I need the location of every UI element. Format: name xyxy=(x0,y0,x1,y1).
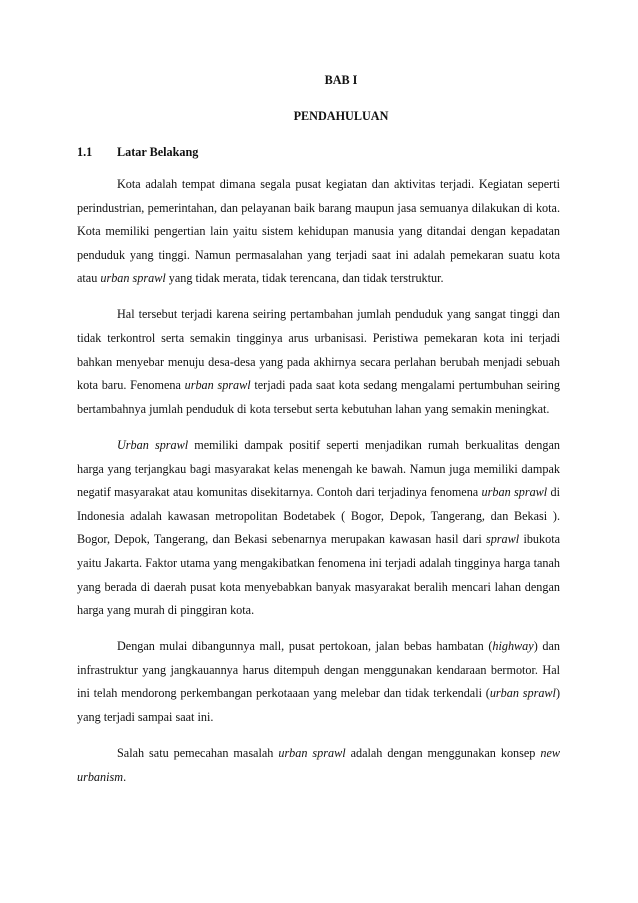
paragraph-4: Dengan mulai dibangunnya mall, pusat pertokoan, jalan bebas hambatan (highway) dan infrastruktur yang jangkauannya harus ditempuh dengan menggunakan kendaraan bermotor. Hal ini telah mendorong perkembangan perkotaaan yang melebar dan tidak terkendali (urban sprawl) yang terjadi sampai saat ini. xyxy=(77,639,560,724)
section-number: 1.1 xyxy=(77,145,93,159)
paragraph-1: Kota adalah tempat dimana segala pusat kegiatan dan aktivitas terjadi. Kegiatan seperti perindustrian, pemerintahan, dan pelayanan baik barang maupun jasa semuanya dilakukan di kota. Kota memiliki pengertian lain yaitu sistem kehidupan manusia yang ditandai dengan kepadatan penduduk yang tinggi. Namun permasalahan yang terjadi saat ini adalah pemekaran suatu kota atau urban sprawl yang tidak merata, tidak terencana, dan tidak terstruktur. xyxy=(77,177,560,286)
chapter-heading: BAB I xyxy=(324,73,358,87)
chapter-title: PENDAHULUAN xyxy=(293,109,389,123)
paragraph-5: Salah satu pemecahan masalah urban sprawl adalah dengan menggunakan konsep new urbanism. xyxy=(77,746,561,784)
section-heading xyxy=(77,145,198,160)
paragraph-3: Urban sprawl memiliki dampak positif seperti menjadikan rumah berkualitas dengan harga yang terjangkau bagi masyarakat kelas menengah ke bawah. Namun juga memiliki dampak negatif masyarakat atau komunitas disekitarnya. Contoh dari terjadinya fenomena urban sprawl di Indonesia adalah kawasan metropolitan Bodetabek ( Bogor, Depok, Tangerang, dan Bekasi ). Bogor, Depok, Tangerang, dan Bekasi sebenarnya merupakan kawasan hasil dari sprawl ibukota yaitu Jakarta. Faktor utama yang mengakibatkan fenomena ini terjadi adalah tingginya harga tanah yang berada di daerah pusat kota menyebabkan banyak masyarakat beralih mencari lahan dengan harga yang murah di pinggiran kota. xyxy=(77,437,561,618)
paragraph-2: Hal tersebut terjadi karena seiring pertambahan jumlah penduduk yang sangat tinggi dan tidak terkontrol serta semakin tingginya arus urbanisasi. Peristiwa pemekaran kota ini terjadi bahkan menyebar menuju desa-desa yang pada akhirnya secara perlahan berubah menjadi sebuah kota baru. Fenomena urban sprawl terjadi pada saat kota sedang mengalami pertumbuhan seiring bertambahnya jumlah penduduk di kota tersebut serta kebutuhan lahan yang semakin meningkat. xyxy=(77,307,560,416)
section-title: Latar Belakang xyxy=(117,145,199,159)
body-text xyxy=(77,173,560,802)
